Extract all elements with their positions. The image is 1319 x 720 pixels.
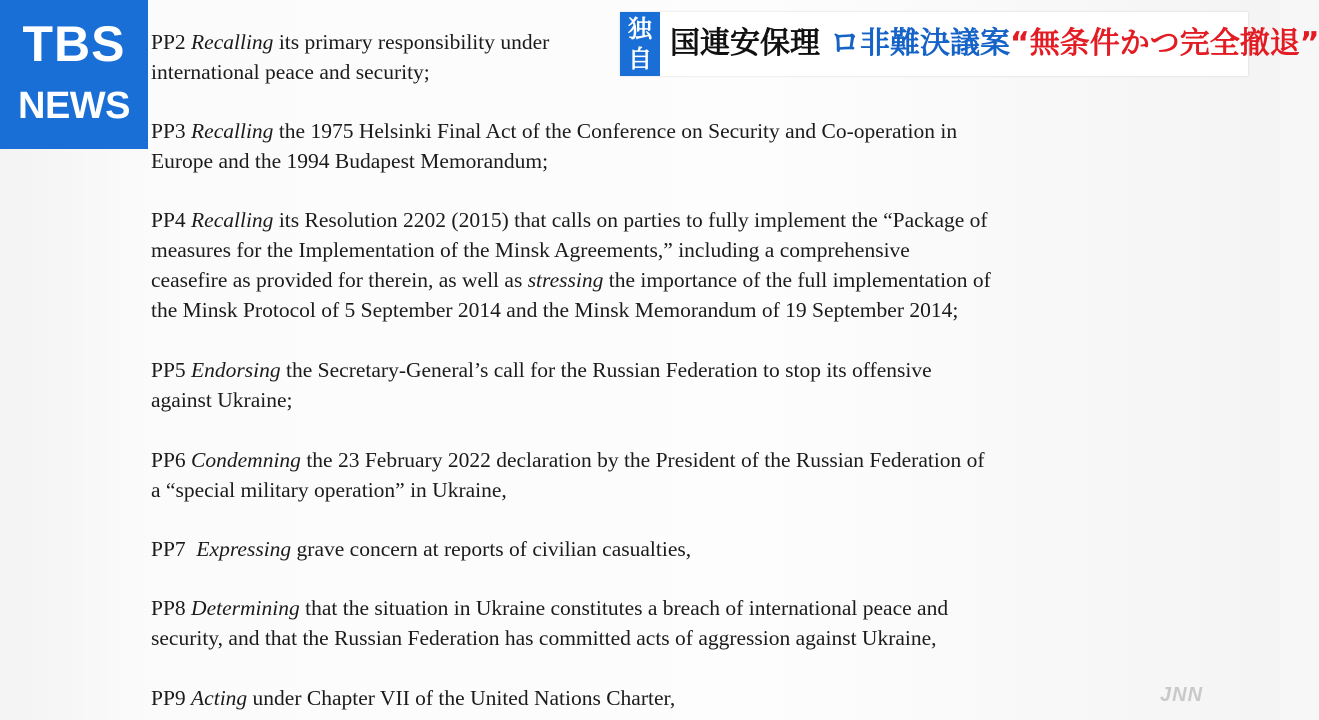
paragraph-pp7 — [151, 534, 1161, 564]
paragraph-pp4 — [151, 205, 1161, 325]
paragraph-text: the Minsk Protocol of 5 September 2014 and the Minsk Memorandum of 19 September 2014; — [151, 298, 959, 322]
headline-banner — [620, 12, 1319, 76]
paragraph-text: its primary responsibility under — [273, 30, 550, 54]
paragraph-pp5 — [151, 355, 1161, 415]
headline-part-1: 国連安保理 — [670, 26, 820, 61]
exclusive-char: 自 — [628, 45, 652, 73]
paragraph-text: the 1975 Helsinki Final Act of the Conference on Security and Co-operation in — [273, 119, 958, 143]
jnn-watermark: JNN — [1160, 684, 1204, 706]
paragraph-keyword: Recalling — [191, 208, 274, 232]
paragraph-text: the 23 February 2022 declaration by the President of the Russian Federation of — [300, 448, 985, 472]
headline-part-3: “無条件かつ完全撤退” — [1010, 26, 1319, 61]
paragraph-text: security, and that the Russian Federation has committed acts of aggression against Ukraine, — [151, 626, 937, 650]
paragraph-text: under Chapter VII of the United Nations Charter, — [247, 686, 676, 710]
paragraph-tag: PP3 — [151, 119, 186, 143]
paragraph-text: ceasefire as provided for therein, as well as — [151, 268, 528, 292]
paragraph-tag: PP9 — [151, 686, 186, 710]
paragraph-tag: PP2 — [151, 30, 186, 54]
paragraph-pp6 — [151, 445, 1161, 505]
paragraph-text: that the situation in Ukraine constitutes a breach of international peace and — [299, 596, 949, 620]
paragraph-keyword: Determining — [191, 596, 300, 620]
exclusive-char: 独 — [628, 15, 652, 43]
paragraph-tag: PP7 — [151, 537, 186, 561]
paragraph-text: a “special military operation” in Ukraine, — [151, 478, 507, 502]
paragraph-keyword: Recalling — [191, 30, 274, 54]
paragraph-text: the importance of the full implementation of — [603, 268, 991, 292]
paragraph-text: grave concern at reports of civilian casualties, — [291, 537, 692, 561]
paragraph-pp8 — [151, 593, 1161, 653]
paragraph-keyword: Condemning — [191, 448, 301, 472]
paragraph-keyword: Acting — [191, 686, 248, 710]
paragraph-tag: PP6 — [151, 448, 186, 472]
exclusive-badge — [620, 12, 660, 76]
paragraph-tag: PP8 — [151, 596, 186, 620]
paragraph-keyword: stressing — [527, 268, 604, 292]
paragraph-text: its Resolution 2202 (2015) that calls on parties to fully implement the “Package of — [273, 208, 988, 232]
paragraph-pp9 — [151, 683, 1161, 713]
tbs-news-logo — [0, 0, 148, 149]
paragraph-pp3 — [151, 116, 1161, 176]
headline-text — [670, 26, 1319, 62]
paragraph-tag: PP4 — [151, 208, 186, 232]
paragraph-text: the Secretary-General’s call for the Russian Federation to stop its offensive — [280, 358, 932, 382]
paragraph-text: measures for the Implementation of the Minsk Agreements,” including a comprehensive — [151, 238, 910, 262]
paragraph-text: Europe and the 1994 Budapest Memorandum; — [151, 149, 549, 173]
paragraph-keyword: Expressing — [196, 537, 292, 561]
headline-part-2: ロ非難決議案 — [830, 26, 1010, 61]
logo-line-2: NEWS — [18, 85, 130, 127]
paragraph-text: against Ukraine; — [151, 388, 293, 412]
paragraph-text: international peace and security; — [151, 60, 430, 84]
paragraph-keyword: Endorsing — [191, 358, 281, 382]
paragraph-tag: PP5 — [151, 358, 186, 382]
paragraph-keyword: Recalling — [191, 119, 274, 143]
logo-line-1: TBS — [22, 16, 126, 72]
